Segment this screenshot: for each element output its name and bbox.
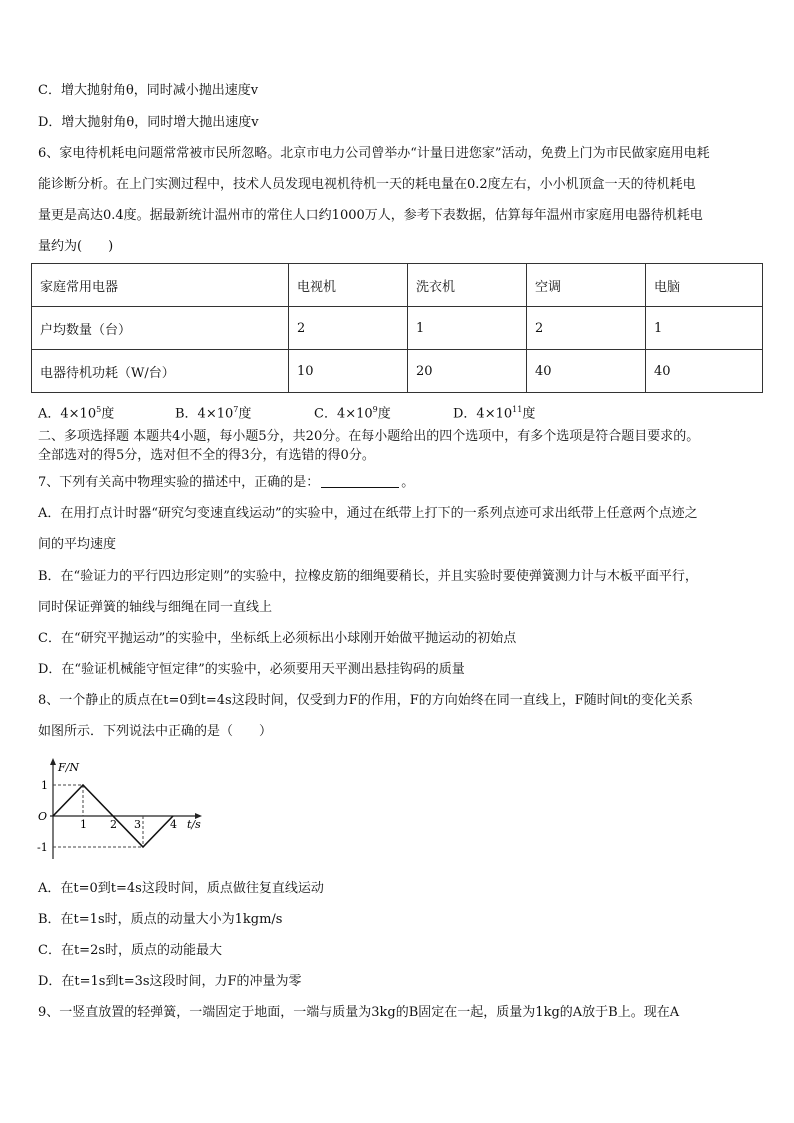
table-cell: 1 [408,307,527,350]
table-cell: 40 [646,350,763,393]
q7-option-b-line1: B．在“验证力的平行四边形定则”的实验中，拉橡皮筋的细绳要稍长，并且实验时要使弹簧测力计与木板平面平行， [38,569,698,584]
q7-option-a-line2: 间的平均速度 [38,537,117,552]
table-cell: 2 [289,307,408,350]
table-cell: 1 [646,307,763,350]
table-cell: 洗衣机 [408,264,527,307]
q6-stem-line1: 6、家电待机耗电问题常常被市民所忽略。北京市电力公司曾举办“计量日进您家”活动，免费上门为市民做家庭用电耗 [38,146,710,161]
origin-label: O [38,810,48,823]
table-row [32,264,763,307]
table-cell: 电器待机功耗（W/台） [32,350,289,393]
x-tick-4: 4 [170,818,177,831]
table-cell: 电脑 [646,264,763,307]
q5-option-d: D．增大抛射角θ，同时增大抛出速度v [38,115,259,130]
q5-option-c: C．增大抛射角θ，同时减小抛出速度v [38,83,259,98]
section2-header-line1: 二、多项选择题 本题共4小题，每小题5分，共20分。在每小题给出的四个选项中，有多个选项是符合题目要求的。 [38,429,700,444]
q7-option-d: D．在“验证机械能守恒定律”的实验中，必须要用天平测出悬挂钩码的质量 [38,662,465,677]
standby-power-table [31,263,763,393]
q9-stem-line1: 9、一竖直放置的轻弹簧，一端固定于地面，一端与质量为3kg的B固定在一起，质量为1kg的A放于B上。现在A [38,1005,680,1020]
q7-option-c: C．在“研究平抛运动”的实验中，坐标纸上必须标出小球刚开始做平抛运动的初始点 [38,631,517,646]
table-row [32,307,763,350]
q8-option-a: A．在t=0到t=4s这段时间，质点做往复直线运动 [38,881,324,896]
table-cell: 空调 [527,264,646,307]
y-tick-1: 1 [41,779,48,792]
x-tick-1: 1 [80,818,87,831]
q6-option-a: A．$4\times 10^5$度 [38,405,115,422]
table-row [32,350,763,393]
x-tick-3: 3 [134,818,141,831]
q8-option-d: D．在t=1s到t=3s这段时间，力F的冲量为零 [38,974,302,989]
q6-stem-line2: 能诊断分析。在上门实测过程中，技术人员发现电视机待机一天的耗电量在0.2度左右，小小机顶盒一天的待机耗电 [38,177,696,192]
table-cell: 户均数量（台） [32,307,289,350]
table-cell: 20 [408,350,527,393]
q6-option-c: C．$4\times 10^9$度 [314,405,391,422]
y-tick-neg1: -1 [37,841,48,854]
force-time-graph [30,755,210,865]
q7-option-b-line2: 同时保证弹簧的轴线与细绳在同一直线上 [38,600,273,615]
q6-option-d: D．$4\times 10^{11}$度 [453,405,536,422]
q8-stem-line1: 8、一个静止的质点在t=0到t=4s这段时间，仅受到力F的作用，F的方向始终在同一直线上，F随时间t的变化关系 [38,693,694,708]
q6-stem-line3: 量更是高达0.4度。据最新统计温州市的常住人口约1000万人，参考下表数据，估算每年温州市家庭用电器待机耗电 [38,208,703,223]
q8-option-b: B．在t=1s时，质点的动量大小为1kgm/s [38,912,283,927]
answer-blank [321,473,399,488]
x-tick-2: 2 [110,818,117,831]
table-cell: 电视机 [289,264,408,307]
x-axis-label: t/s [187,818,201,831]
table-cell: 家庭常用电器 [32,264,289,307]
table-cell: 40 [527,350,646,393]
q7-option-a-line1: A．在用打点计时器“研究匀变速直线运动”的实验中，通过在纸带上打下的一系列点迹可求出纸带上任意两个点迹之 [38,506,698,521]
q8-stem-line2: 如图所示．下列说法中正确的是（ ） [38,724,273,739]
table-cell: 2 [527,307,646,350]
q8-option-c: C．在t=2s时，质点的动能最大 [38,943,223,958]
q7-stem: 7、下列有关高中物理实验的描述中，正确的是： 。 [38,475,415,490]
y-axis-arrow [50,758,56,765]
q6-stem-line4: 量约为( ) [38,239,114,254]
q6-option-b: B．$4\times 10^7$度 [175,405,252,422]
section2-header-line2: 全部选对的得5分，选对但不全的得3分，有选错的得0分。 [38,448,375,463]
table-cell: 10 [289,350,408,393]
y-axis-label: F/N [58,761,79,774]
